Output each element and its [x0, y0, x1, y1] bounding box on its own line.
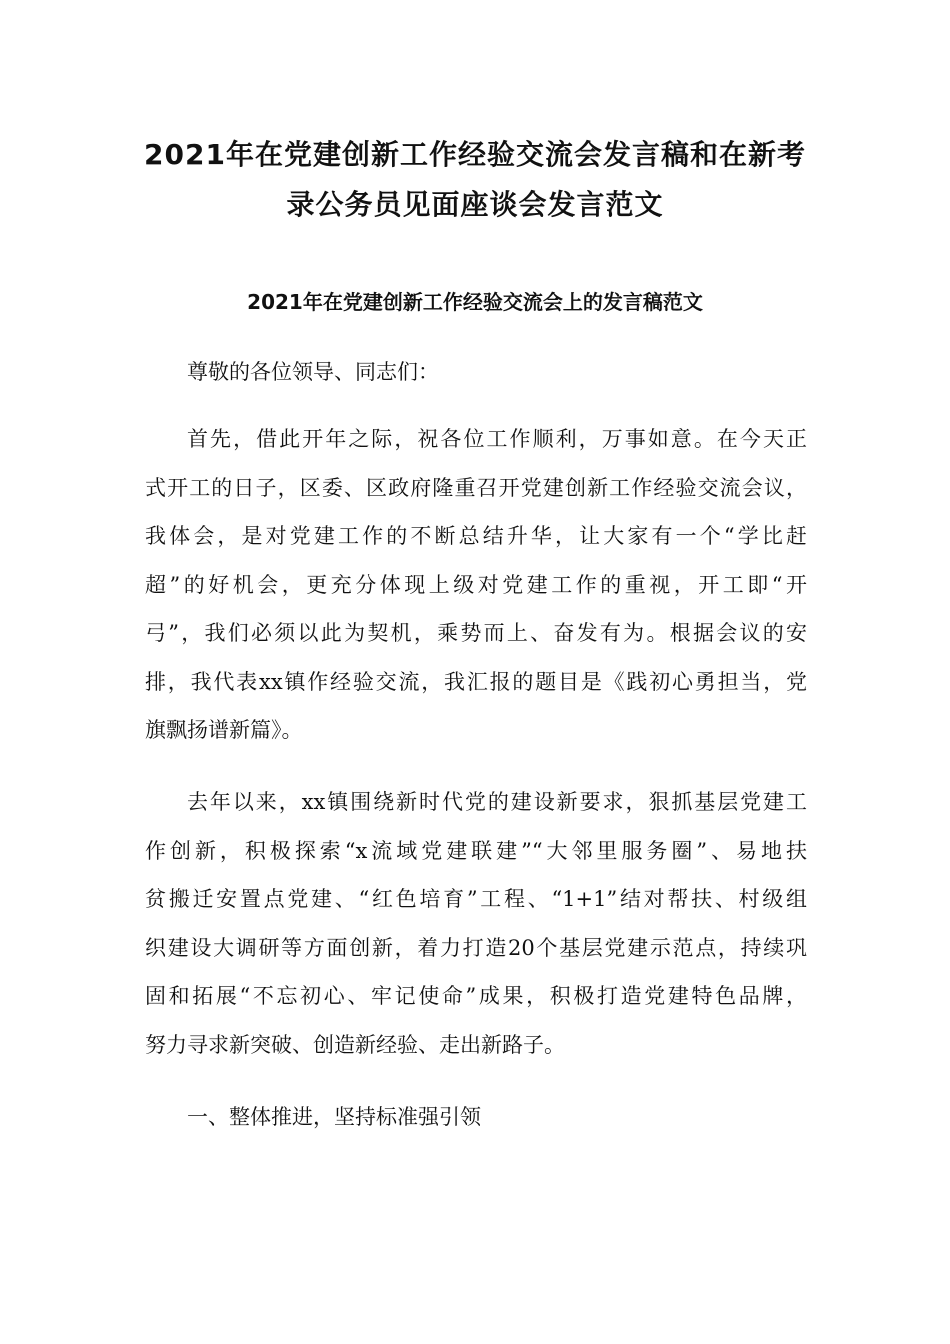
paragraph-1-line: 排，我代表xx镇作经验交流，我汇报的题目是《践初心勇担当，党 [145, 669, 807, 694]
paragraph-2-line: 贫搬迁安置点党建、“红色培育”工程、“1+1”结对帮扶、村级组 [145, 887, 807, 911]
greeting-paragraph [145, 348, 807, 397]
paragraph-2-line: 固和拓展“不忘初心、牢记使命”成果，积极打造党建特色品牌， [145, 984, 807, 1008]
paragraph-2-line: 织建设大调研等方面创新，着力打造20个基层党建示范点，持续巩 [145, 935, 807, 960]
paragraph-1-line: 首先，借此开年之际，祝各位工作顺利，万事如意。在今天正 [187, 427, 807, 451]
paragraph-1 [145, 415, 807, 755]
section-heading-1 [145, 1093, 807, 1142]
paragraph-2 [145, 778, 807, 1069]
paragraph-1-line: 我体会，是对党建工作的不断总结升华，让大家有一个“学比赶 [145, 524, 807, 548]
document-title [140, 130, 810, 230]
paragraph-1-line: 超”的好机会，更充分体现上级对党建工作的重视，开工即“开 [145, 572, 807, 597]
title-line-1: 2021年在党建创新工作经验交流会发言稿和在新考 [144, 138, 806, 171]
paragraph-1-line: 弓”，我们必须以此为契机，乘势而上、奋发有为。根据会议的安 [145, 621, 807, 645]
greeting-text: 尊敬的各位领导、同志们： [187, 360, 439, 384]
paragraph-1-line: 旗飘扬谱新篇》。 [145, 718, 303, 742]
section-heading-1-text: 一、整体推进，坚持标准强引领 [187, 1105, 481, 1129]
paragraph-1-line: 式开工的日子，区委、区政府隆重召开党建创新工作经验交流会议， [145, 475, 807, 500]
paragraph-2-line: 去年以来，xx镇围绕新时代党的建设新要求，狠抓基层党建工 [187, 790, 807, 814]
document-subtitle: 2021年在党建创新工作经验交流会上的发言稿范文 [247, 290, 703, 314]
paragraph-2-line: 努力寻求新突破、创造新经验、走出新路子。 [145, 1032, 565, 1057]
paragraph-2-line: 作创新，积极探索“x流域党建联建”“大邻里服务圈”、易地扶 [145, 838, 807, 863]
title-line-2: 录公务员见面座谈会发言范文 [286, 188, 664, 221]
